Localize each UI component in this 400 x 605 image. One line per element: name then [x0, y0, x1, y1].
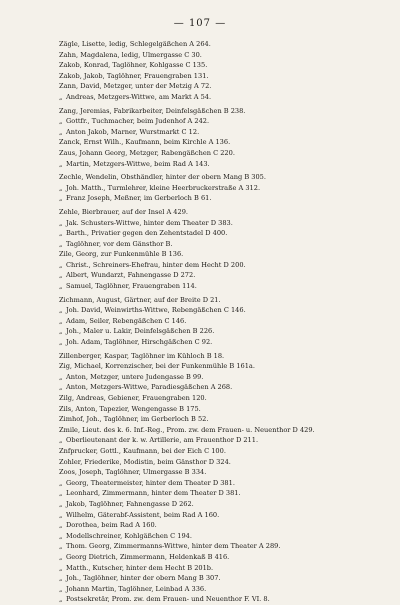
directory-entry — [52, 425, 394, 436]
directory-entry — [52, 467, 394, 478]
directory-entry — [52, 218, 394, 229]
ditto-mark: „ — [59, 117, 63, 126]
entry-text: Georg, Theatermeister, hinter dem Theater D 381. — [66, 478, 235, 487]
ditto-mark: „ — [59, 383, 63, 392]
directory-entry — [52, 326, 394, 337]
directory-entry — [52, 531, 394, 542]
entry-text: Joh. Adam, Taglöhner, Hirschgäßchen C 92. — [66, 338, 213, 347]
directory-entry — [52, 351, 394, 362]
directory-entry — [52, 520, 394, 531]
ditto-mark: „ — [59, 260, 63, 269]
ditto-mark: „ — [59, 183, 63, 192]
entry-text: Adam, Seiler, Rebengäßchen C 146. — [66, 316, 187, 325]
entry-text: Zakob, Jakob, Taglöhner, Frauengraben 131. — [59, 71, 209, 80]
entry-text: Zile, Georg, zur Funkenmühle B 136. — [59, 250, 184, 259]
entry-text: Zimhof, Joh., Taglöhner, im Gerberloch B 52. — [59, 415, 209, 424]
ditto-mark: „ — [59, 327, 63, 336]
ditto-mark: „ — [59, 271, 63, 280]
ditto-mark: „ — [59, 510, 63, 519]
entry-text: Zohler, Friederike, Modistin, beim Gänsthor D 324. — [59, 457, 231, 466]
directory-entry — [52, 172, 394, 183]
entry-text: Zanck, Ernst Wilh., Kaufmann, beim Kirchle A 136. — [59, 138, 231, 147]
entry-text: Christ., Schreiners-Ehefrau, hinter dem Hecht D 200. — [66, 260, 246, 269]
ditto-mark: „ — [59, 574, 63, 583]
directory-entry — [52, 393, 394, 404]
directory-entry — [52, 39, 394, 50]
ditto-mark: „ — [59, 239, 63, 248]
ditto-mark: „ — [59, 552, 63, 561]
directory-entry — [52, 361, 394, 372]
directory-entry — [52, 457, 394, 468]
directory-entry — [52, 563, 394, 574]
entry-text: Franz Joseph, Meßner, im Gerberloch B 61. — [66, 194, 212, 203]
directory-entry — [52, 127, 394, 138]
directory-entry — [52, 499, 394, 510]
entry-text: Zann, David, Metzger, unter der Metzig A 72. — [59, 82, 212, 91]
entry-text: Thom. Georg, Zimmermanns-Wittwe, hinter dem Theater A 289. — [66, 542, 281, 551]
directory-entry — [52, 478, 394, 489]
directory-entry — [52, 594, 394, 605]
directory-entry — [52, 81, 394, 92]
ditto-mark: „ — [59, 229, 63, 238]
entry-text: Johann Martin, Taglöhner, Leinbad A 336. — [66, 584, 207, 593]
entry-text: Zakob, Konrad, Taglöhner, Kohlgasse C 135. — [59, 61, 208, 70]
ditto-mark: „ — [59, 499, 63, 508]
entry-text: Zang, Jeremias, Fabrikarbeiter, Deinfelsgäßchen B 238. — [59, 106, 246, 115]
entry-text: Zahn, Magdalena, ledig, Ulmergasse C 30. — [59, 50, 202, 59]
entry-text: Postsekretär, Prom. zw. dem Frauen- und Neuenthor F. VI. 8. — [66, 595, 270, 604]
entry-text: Anton, Metzgers-Wittwe, Paradiesgäßchen A 268. — [66, 383, 233, 392]
entry-text: Dorothea, beim Rad A 160. — [66, 521, 157, 530]
page-number: — 107 — — [173, 18, 227, 29]
entry-text: Barth., Privatier gegen den Zehentstadel D 400. — [66, 229, 228, 238]
entry-text: Oberlieutenant der k. w. Artillerie, am Frauenthor D 211. — [66, 436, 259, 445]
directory-entry — [52, 305, 394, 316]
entry-text: Zoos, Joseph, Taglöhner, Ulmergasse B 334. — [59, 468, 207, 477]
entry-text: Andreas, Metzgers-Wittwe, am Markt A 54. — [66, 92, 212, 101]
ditto-mark: „ — [59, 372, 63, 381]
directory-entry — [52, 316, 394, 327]
entry-text: Anton, Metzger, untere Judengasse B 99. — [66, 372, 204, 381]
entry-text: Zmile, Lieut. des k. 6. Inf.-Reg., Prom. zw. dem Frauen- u. Neuenthor D 429. — [59, 425, 315, 434]
ditto-mark: „ — [59, 478, 63, 487]
ditto-mark: „ — [59, 531, 63, 540]
entry-text: Zils, Anton, Tapezier, Wengengasse B 175. — [59, 404, 201, 413]
directory-entry — [52, 446, 394, 457]
directory-entry — [52, 541, 394, 552]
ditto-mark: „ — [59, 159, 63, 168]
entry-text: Zillenberger, Kaspar, Taglöhner im Kühloch B 18. — [59, 351, 225, 360]
ditto-mark: „ — [59, 194, 63, 203]
entry-text: Joh. David, Weinwirths-Wittwe, Rebengäßchen C 146. — [66, 306, 246, 315]
directory-entry — [52, 404, 394, 415]
directory-entry — [52, 137, 394, 148]
entry-text: Znfprucker, Gottl., Kaufmann, bei der Eich C 100. — [59, 446, 226, 455]
directory-entry — [52, 260, 394, 271]
ditto-mark: „ — [59, 316, 63, 325]
directory-entry — [52, 281, 394, 292]
entry-text: Joh. Matth., Turmlehrer, kleine Heerbruckerstraße A 312. — [66, 183, 261, 192]
directory-entry — [52, 382, 394, 393]
directory-entry — [52, 148, 394, 159]
entry-text: Samuel, Taglöhner, Frauengraben 114. — [66, 282, 197, 291]
directory-entry — [52, 228, 394, 239]
entry-text: Zehle, Bierbrauer, auf der Insel A 429. — [59, 207, 188, 216]
directory-entry — [52, 435, 394, 446]
directory-entry — [52, 584, 394, 595]
entry-text: Zilg, Andreas, Gebiener, Frauengraben 120. — [59, 394, 207, 402]
directory-entry — [52, 270, 394, 281]
entry-text: Anton Jakob, Marner, Wurstmarkt C 12. — [66, 127, 200, 136]
entry-text: Wilhelm, Gäterabf-Assistent, beim Rad A 160. — [66, 510, 220, 519]
entry-text: Leonhard, Zimmermann, hinter dem Theater D 381. — [66, 489, 241, 498]
entry-text: Zägle, Lisette, ledig, Schlegelgäßchen A 264. — [59, 40, 211, 48]
ditto-mark: „ — [59, 436, 63, 445]
directory-entry — [52, 372, 394, 383]
entry-text: Martin, Metzgers-Wittwe, beim Rad A 143. — [66, 159, 210, 168]
entry-text: Albert, Wundarzt, Fahnengasse D 272. — [66, 271, 196, 280]
entry-text: Zechle, Wendelin, Obsthändler, hinter der obern Mang B 305. — [59, 173, 266, 182]
directory-entry — [52, 159, 394, 170]
entry-text: Joh., Taglöhner, hinter der obern Mang B 307. — [66, 574, 221, 583]
ditto-mark: „ — [59, 338, 63, 347]
directory-entry — [52, 60, 394, 71]
entry-text: Taglöhner, vor dem Gänsthor B. — [66, 239, 173, 248]
ditto-mark: „ — [59, 489, 63, 498]
directory-entry — [52, 552, 394, 563]
ditto-mark: „ — [59, 218, 63, 227]
directory-entry — [52, 510, 394, 521]
entry-text: Gottfr., Tuchmacher, beim Judenhof A 242. — [66, 117, 210, 126]
entry-text: Joh., Maler u. Lakir, Deinfelsgäßchen B 226. — [66, 327, 215, 336]
directory-entry — [52, 207, 394, 218]
directory-entry — [52, 573, 394, 584]
directory-entry — [52, 337, 394, 348]
entry-text: Modellschreiner, Kohlgäßchen C 194. — [66, 531, 192, 540]
directory-entry — [52, 414, 394, 425]
entry-text: Zig, Michael, Korrenzischer, bei der Funkenmühle B 161a. — [59, 362, 255, 371]
ditto-mark: „ — [59, 92, 63, 101]
ditto-mark: „ — [59, 521, 63, 530]
entry-text: Jakob, Taglöhner, Fahnengasse D 262. — [66, 499, 194, 508]
entry-text: Zichmann, August, Gärtner, auf der Breite D 21. — [59, 295, 221, 304]
ditto-mark: „ — [59, 563, 63, 572]
ditto-mark: „ — [59, 306, 63, 315]
directory-entry — [52, 116, 394, 127]
directory-entry — [52, 488, 394, 499]
ditto-mark: „ — [59, 282, 63, 291]
directory-entry — [52, 295, 394, 306]
directory-listing — [52, 39, 394, 605]
directory-entry — [52, 193, 394, 204]
directory-entry — [52, 50, 394, 61]
ditto-mark: „ — [59, 542, 63, 551]
entry-text: Jak. Schusters-Wittwe, hinter dem Theater D 383. — [66, 218, 233, 227]
directory-entry — [52, 249, 394, 260]
directory-entry — [52, 71, 394, 82]
entry-text: Zaus, Johann Georg, Metzger, Rabengäßchen C 220. — [59, 148, 235, 157]
ditto-mark: „ — [59, 127, 63, 136]
directory-entry — [52, 239, 394, 250]
ditto-mark: „ — [59, 595, 63, 604]
directory-entry — [52, 183, 394, 194]
entry-text: Matth., Kutscher, hinter dem Hecht B 201b. — [66, 563, 214, 572]
directory-entry — [52, 92, 394, 103]
ditto-mark: „ — [59, 584, 63, 593]
directory-entry — [52, 106, 394, 117]
entry-text: Georg Dietrich, Zimmermann, Heldenkaß B 416. — [66, 552, 230, 561]
